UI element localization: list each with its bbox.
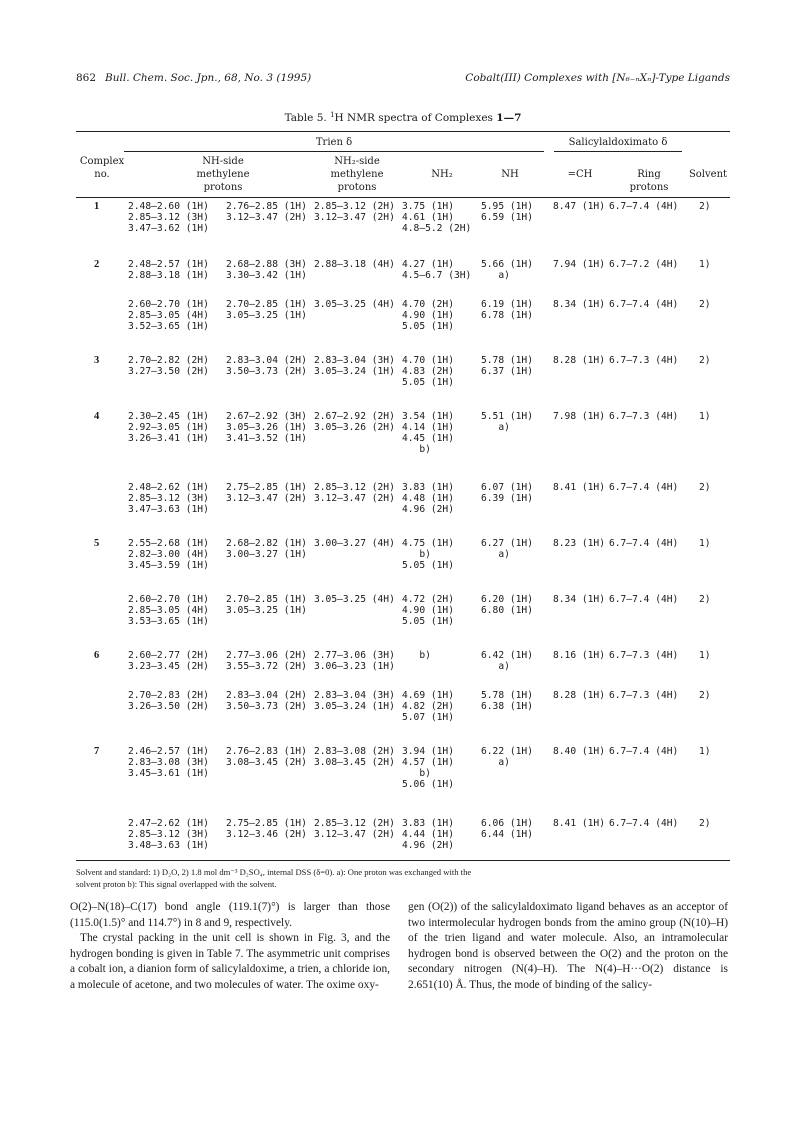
sal-group-header: Salicylaldoximato δ bbox=[568, 137, 668, 148]
cell-nh-side: 2.60—2.70 (1H) 2.85—3.05 (4H) 3.53—3.65 (1H) bbox=[128, 594, 209, 627]
cell-nh: 6.07 (1H) 6.39 (1H) bbox=[481, 482, 533, 504]
cell-ch: 8.16 (1H) bbox=[553, 650, 605, 661]
cell-ch: 8.41 (1H) bbox=[553, 818, 605, 829]
cell-nh2-side: 2.68—2.82 (1H) 3.00—3.27 (1H) bbox=[226, 538, 307, 560]
cell-ring: 6.7—7.4 (4H) bbox=[609, 594, 679, 605]
col-header-nh2-side-line1: NH₂-side bbox=[334, 156, 380, 167]
cell-ring: 6.7—7.4 (4H) bbox=[609, 746, 679, 757]
running-title: Cobalt(III) Complexes with [N₆₋ₙXₙ]-Type Ligands bbox=[465, 72, 730, 84]
body-column-right bbox=[408, 900, 728, 993]
col-header-nh2: NH₂ bbox=[431, 169, 453, 180]
cell-solvent: 2) bbox=[699, 201, 711, 212]
cell-ring: 6.7—7.3 (4H) bbox=[609, 650, 679, 661]
col-header-complex-line2: no. bbox=[94, 169, 110, 180]
cell-solvent: 2) bbox=[699, 594, 711, 605]
cell-nh2-side-2: 2.83—3.04 (3H) 3.05—3.24 (1H) bbox=[314, 355, 395, 377]
cell-nh2-side-2: 2.85—3.12 (2H) 3.12—3.47 (2H) bbox=[314, 201, 395, 223]
col-header-ring-line1: Ring bbox=[637, 169, 661, 180]
cell-nh: 6.27 (1H) a) bbox=[481, 538, 533, 560]
col-header-solvent: Solvent bbox=[688, 169, 728, 180]
cell-solvent: 1) bbox=[699, 259, 711, 270]
col-header-nh2-side bbox=[302, 155, 412, 194]
cell-nh: 5.95 (1H) 6.59 (1H) bbox=[481, 201, 533, 223]
cell-nh: 6.06 (1H) 6.44 (1H) bbox=[481, 818, 533, 840]
cell-solvent: 1) bbox=[699, 411, 711, 422]
cell-nh2-side: 2.77—3.06 (2H) 3.55—3.72 (2H) bbox=[226, 650, 307, 672]
complex-number: 6 bbox=[94, 650, 100, 661]
cell-solvent: 2) bbox=[699, 690, 711, 701]
cell-nh: 6.19 (1H) 6.78 (1H) bbox=[481, 299, 533, 321]
complex-number: 7 bbox=[94, 746, 100, 757]
complex-number: 1 bbox=[94, 201, 100, 212]
table-caption bbox=[76, 111, 730, 124]
header-bottom-rule bbox=[76, 197, 730, 198]
cell-nh2-side: 2.67—2.92 (3H) 3.05—3.26 (1H) 3.41—3.52 (1H) bbox=[226, 411, 307, 444]
cell-nh2-side-2: 3.00—3.27 (4H) bbox=[314, 538, 395, 549]
body-column-left bbox=[70, 900, 390, 993]
cell-nh2-side-2: 2.83—3.04 (3H) 3.05—3.24 (1H) bbox=[314, 690, 395, 712]
cell-nh-side: 2.70—2.83 (2H) 3.26—3.50 (2H) bbox=[128, 690, 209, 712]
col-header-nh-side-line2: methylene bbox=[196, 169, 250, 180]
col-header-nh-side-line1: NH-side bbox=[202, 156, 244, 167]
cell-solvent: 2) bbox=[699, 482, 711, 493]
cell-nh2-side-2: 3.05—3.25 (4H) bbox=[314, 299, 395, 310]
cell-ch: 8.47 (1H) bbox=[553, 201, 605, 212]
cell-ch: 7.94 (1H) bbox=[553, 259, 605, 270]
cell-ring: 6.7—7.3 (4H) bbox=[609, 355, 679, 366]
cell-nh2-side: 2.76—2.83 (1H) 3.08—3.45 (2H) bbox=[226, 746, 307, 768]
cell-nh2-side-2: 2.77—3.06 (3H) 3.06—3.23 (1H) bbox=[314, 650, 395, 672]
col-header-complex-line1: Complex bbox=[79, 156, 125, 167]
cell-nh2-side: 2.75—2.85 (1H) 3.12—3.46 (2H) bbox=[226, 818, 307, 840]
col-header-ch: =CH bbox=[567, 169, 593, 180]
cell-nh2: b) bbox=[402, 650, 431, 661]
cell-ring: 6.7—7.4 (4H) bbox=[609, 818, 679, 829]
col-header-nh2-side-line3: protons bbox=[337, 182, 377, 193]
cell-solvent: 2) bbox=[699, 355, 711, 366]
cell-nh: 6.42 (1H) a) bbox=[481, 650, 533, 672]
cell-nh2-side: 2.83—3.04 (2H) 3.50—3.73 (2H) bbox=[226, 355, 307, 377]
col-header-complex bbox=[76, 155, 128, 181]
cell-nh: 5.78 (1H) 6.37 (1H) bbox=[481, 355, 533, 377]
cell-nh2-side: 2.70—2.85 (1H) 3.05—3.25 (1H) bbox=[226, 594, 307, 616]
cell-ch: 8.28 (1H) bbox=[553, 355, 605, 366]
cell-solvent: 2) bbox=[699, 299, 711, 310]
cell-nh2-side-2: 2.85—3.12 (2H) 3.12—3.47 (2H) bbox=[314, 482, 395, 504]
cell-nh-side: 2.30—2.45 (1H) 2.92—3.05 (1H) 3.26—3.41 (1H) bbox=[128, 411, 209, 444]
cell-nh2: 3.94 (1H) 4.57 (1H) b) 5.06 (1H) bbox=[402, 746, 454, 790]
cell-solvent: 1) bbox=[699, 746, 711, 757]
complex-number: 4 bbox=[94, 411, 100, 422]
cell-nh2: 4.27 (1H) 4.5—6.7 (3H) bbox=[402, 259, 472, 281]
sal-group-rule bbox=[554, 151, 682, 152]
cell-nh2-side-2: 2.85—3.12 (2H) 3.12—3.47 (2H) bbox=[314, 818, 395, 840]
cell-nh-side: 2.47—2.62 (1H) 2.85—3.12 (3H) 3.48—3.63 (1H) bbox=[128, 818, 209, 851]
cell-nh2: 4.70 (1H) 4.83 (2H) 5.05 (1H) bbox=[402, 355, 454, 388]
cell-nh-side: 2.70—2.82 (2H) 3.27—3.50 (2H) bbox=[128, 355, 209, 377]
cell-nh-side: 2.48—2.62 (1H) 2.85—3.12 (3H) 3.47—3.63 (1H) bbox=[128, 482, 209, 515]
footnote-line-2: solvent proton b): This signal overlapped with the solvent. bbox=[76, 879, 277, 889]
cell-nh2-side: 2.83—3.04 (2H) 3.50—3.73 (2H) bbox=[226, 690, 307, 712]
trien-group-rule bbox=[124, 151, 544, 152]
cell-ch: 8.28 (1H) bbox=[553, 690, 605, 701]
cell-nh-side: 2.60—2.77 (2H) 3.23—3.45 (2H) bbox=[128, 650, 209, 672]
cell-ch: 8.34 (1H) bbox=[553, 299, 605, 310]
cell-nh2: 3.75 (1H) 4.61 (1H) 4.8—5.2 (2H) bbox=[402, 201, 472, 234]
cell-ch: 8.40 (1H) bbox=[553, 746, 605, 757]
complex-number: 3 bbox=[94, 355, 100, 366]
page-number: 862 bbox=[76, 72, 97, 84]
cell-nh2-side: 2.76—2.85 (1H) 3.12—3.47 (2H) bbox=[226, 201, 307, 223]
col-header-nh-side-line3: protons bbox=[203, 182, 243, 193]
cell-nh2: 3.83 (1H) 4.44 (1H) 4.96 (2H) bbox=[402, 818, 454, 851]
cell-nh2-side: 2.70—2.85 (1H) 3.05—3.25 (1H) bbox=[226, 299, 307, 321]
cell-nh2-side-2: 2.88—3.18 (4H) bbox=[314, 259, 395, 270]
cell-nh2: 4.70 (2H) 4.90 (1H) 5.05 (1H) bbox=[402, 299, 454, 332]
cell-nh-side: 2.60—2.70 (1H) 2.85—3.05 (4H) 3.52—3.65 (1H) bbox=[128, 299, 209, 332]
footnote-line-1: Solvent and standard: 1) D₂O, 2) 1.8 mol dm⁻³ D₂SO₄, internal DSS (δ=0). a): One proton was exchanged with the bbox=[76, 867, 472, 877]
trien-group-header: Trien δ bbox=[315, 137, 353, 148]
table-top-rule bbox=[76, 131, 730, 132]
body-paragraph: O(2)–N(18)–C(17) bond angle (119.1(7)°) is larger than those (115.0(1.5)° and 114.7°) in 8 and 9, respectively. bbox=[70, 901, 390, 929]
cell-nh: 6.22 (1H) a) bbox=[481, 746, 533, 768]
cell-ring: 6.7—7.3 (4H) bbox=[609, 690, 679, 701]
cell-nh2: 4.75 (1H) b) 5.05 (1H) bbox=[402, 538, 454, 571]
cell-solvent: 2) bbox=[699, 818, 711, 829]
col-header-nh2-side-line2: methylene bbox=[330, 169, 384, 180]
cell-ring: 6.7—7.4 (4H) bbox=[609, 538, 679, 549]
cell-ch: 7.98 (1H) bbox=[553, 411, 605, 422]
cell-nh2: 4.72 (2H) 4.90 (1H) 5.05 (1H) bbox=[402, 594, 454, 627]
table-label: Table 5. bbox=[284, 112, 327, 124]
cell-ring: 6.7—7.4 (4H) bbox=[609, 299, 679, 310]
cell-nh2: 4.69 (1H) 4.82 (2H) 5.07 (1H) bbox=[402, 690, 454, 723]
table-caption-superscript: 1 bbox=[330, 111, 335, 119]
cell-nh-side: 2.55—2.68 (1H) 2.82—3.00 (4H) 3.45—3.59 (1H) bbox=[128, 538, 209, 571]
cell-nh2: 3.54 (1H) 4.14 (1H) 4.45 (1H) b) bbox=[402, 411, 454, 455]
cell-ring: 6.7—7.4 (4H) bbox=[609, 201, 679, 212]
page-header bbox=[76, 72, 730, 90]
cell-ch: 8.41 (1H) bbox=[553, 482, 605, 493]
cell-nh-side: 2.48—2.57 (1H) 2.88—3.18 (1H) bbox=[128, 259, 209, 281]
cell-nh: 5.78 (1H) 6.38 (1H) bbox=[481, 690, 533, 712]
journal-citation: Bull. Chem. Soc. Jpn., 68, No. 3 (1995) bbox=[105, 72, 312, 84]
complex-number: 5 bbox=[94, 538, 100, 549]
cell-ch: 8.34 (1H) bbox=[553, 594, 605, 605]
cell-nh-side: 2.48—2.60 (1H) 2.85—3.12 (3H) 3.47—3.62 (1H) bbox=[128, 201, 209, 234]
col-header-nh: NH bbox=[501, 169, 519, 180]
cell-nh: 5.51 (1H) a) bbox=[481, 411, 533, 433]
complex-number: 2 bbox=[94, 259, 100, 270]
cell-nh: 6.20 (1H) 6.80 (1H) bbox=[481, 594, 533, 616]
body-paragraph: gen (O(2)) of the salicylaldoximato ligand behaves as an acceptor of two intermolecular hydrogen bonds from the amino group (N(10)–H) of the trien ligand and water molecule. Also, an intramolecular hydrogen bond is observed between the O(2) and the proton on the secondary nitrogen (N(4)–H). The N(4)–H···O(2) distance is 2.651(10) Å. Thus, the mode of binding of the salicy- bbox=[408, 901, 728, 991]
cell-nh2-side-2: 3.05—3.25 (4H) bbox=[314, 594, 395, 605]
cell-ring: 6.7—7.4 (4H) bbox=[609, 482, 679, 493]
cell-nh2-side: 2.68—2.88 (3H) 3.30—3.42 (1H) bbox=[226, 259, 307, 281]
col-header-nh-side bbox=[168, 155, 278, 194]
cell-nh2-side: 2.75—2.85 (1H) 3.12—3.47 (2H) bbox=[226, 482, 307, 504]
cell-nh2: 3.83 (1H) 4.48 (1H) 4.96 (2H) bbox=[402, 482, 454, 515]
col-header-ring-protons bbox=[614, 168, 684, 194]
body-paragraph: The crystal packing in the unit cell is shown in Fig. 3, and the hydrogen bonding is given in Table 7. The asymmetric unit comprises a cobalt ion, a dianion form of salicylaldoxime, a trien, a chloride ion, a molecule of acetone, and two molecules of water. The oxime oxy- bbox=[70, 932, 390, 991]
table-caption-text: H NMR spectra of Complexes bbox=[334, 112, 497, 124]
cell-solvent: 1) bbox=[699, 538, 711, 549]
cell-solvent: 1) bbox=[699, 650, 711, 661]
cell-nh2-side-2: 2.83—3.08 (2H) 3.08—3.45 (2H) bbox=[314, 746, 395, 768]
cell-ring: 6.7—7.3 (4H) bbox=[609, 411, 679, 422]
table-footnote bbox=[76, 866, 730, 890]
cell-nh2-side-2: 2.67—2.92 (2H) 3.05—3.26 (2H) bbox=[314, 411, 395, 433]
cell-ch: 8.23 (1H) bbox=[553, 538, 605, 549]
cell-nh: 5.66 (1H) a) bbox=[481, 259, 533, 281]
table-bottom-rule bbox=[76, 860, 730, 861]
cell-ring: 6.7—7.2 (4H) bbox=[609, 259, 679, 270]
table-caption-complexes: 1—7 bbox=[496, 112, 522, 124]
cell-nh-side: 2.46—2.57 (1H) 2.83—3.08 (3H) 3.45—3.61 (1H) bbox=[128, 746, 209, 779]
col-header-ring-line2: protons bbox=[629, 182, 669, 193]
